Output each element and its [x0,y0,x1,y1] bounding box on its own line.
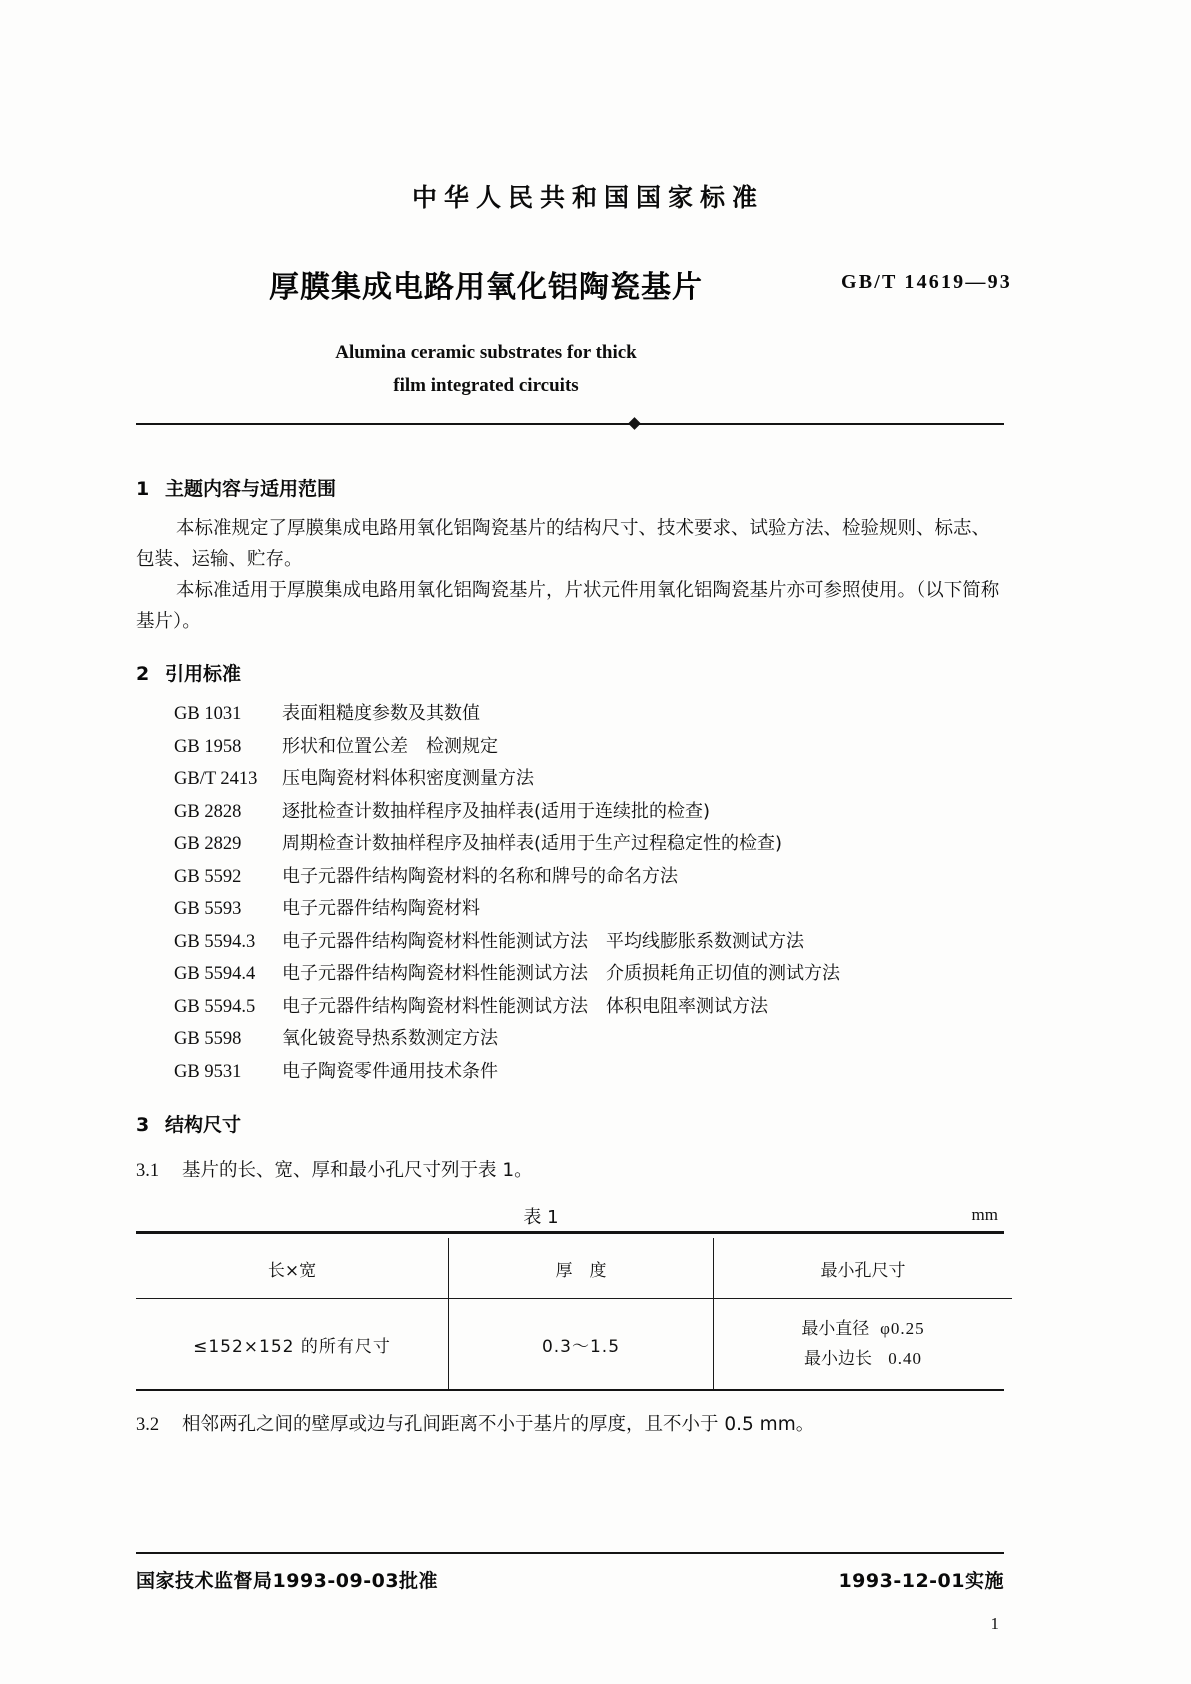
reference-code: GB 1031 [174,704,242,724]
table-caption-row [136,1203,1006,1231]
section-1-title: 主题内容与适用范围 [165,478,337,500]
table-1 [136,1238,1012,1389]
reference-title: 电子元器件结构陶瓷材料性能测试方法 介质损耗角正切值的测试方法 [282,963,840,984]
reference-title: 电子元器件结构陶瓷材料性能测试方法 平均线膨胀系数测试方法 [282,930,804,952]
reference-title: 周期检查计数抽样程序及抽样表(适用于生产过程稳定性的检查) [282,833,783,854]
reference-title: 电子元器件结构陶瓷材料 [282,898,480,919]
cell-size-value: ≤152×152 的所有尺寸 [193,1336,391,1357]
section-1-number: 1 [136,478,150,500]
section-1-paragraph-1: 本标准规定了厚膜集成电路用氧化铝陶瓷基片的结构尺寸、技术要求、试验方法、检验规则、标志、包装、运输、贮存。 [136,518,991,570]
reference-code: GB 2828 [174,801,242,822]
reference-item [136,1056,1006,1089]
document-header [136,178,1012,402]
reference-code: GB 5594.5 [174,996,256,1017]
reference-title: 形状和位置公差 检测规定 [282,735,498,757]
hole-edge-label: 最小边长 [804,1349,873,1369]
footer-approval: 国家技术监督局1993-09-03批准 [136,1570,439,1592]
table-1-unit: mm [971,1205,998,1224]
clause-3-1-text: 基片的长、宽、厚和最小孔尺寸列于表 1。 [182,1160,533,1181]
cell-hole-value [714,1299,1013,1390]
table-row [136,1299,1012,1390]
reference-item [136,991,1006,1024]
reference-code: GB 9531 [174,1061,242,1082]
section-2-title: 引用标准 [165,663,242,685]
reference-title: 逐批检查计数抽样程序及抽样表(适用于连续批的检查) [282,800,711,822]
document-body [136,452,1006,1441]
reference-item [136,698,1006,731]
table-header-thickness: 厚 度 [449,1238,714,1299]
english-title [136,336,836,402]
reference-item [136,731,1006,764]
reference-code: GB 5592 [174,866,242,887]
divider-diamond-icon [628,417,641,430]
reference-code: GB 5594.4 [174,964,256,984]
reference-title: 电子陶瓷零件通用技术条件 [282,1060,498,1082]
cell-thickness-value: 0.3～1.5 [449,1299,714,1390]
section-2-number: 2 [136,663,150,685]
reference-code: GB/T 2413 [174,769,258,789]
reference-code: GB 5594.3 [174,931,256,952]
page-title: 厚膜集成电路用氧化铝陶瓷基片 [269,270,703,305]
section-3-number: 3 [136,1114,150,1136]
referenced-standards-list [136,698,1006,1088]
reference-code: GB 5598 [174,1029,242,1049]
table-header-hole: 最小孔尺寸 [714,1238,1013,1299]
section-2-heading [136,659,1006,686]
hole-edge-value: 0.40 [888,1349,922,1368]
reference-title: 氧化铍瓷导热系数测定方法 [282,1028,498,1049]
national-standard-label: 中华人民共和国国家标准 [411,183,764,212]
reference-title: 压电陶瓷材料体积密度测量方法 [282,768,534,789]
clause-3-2-number: 3.2 [136,1415,160,1435]
clause-3-2 [136,1409,1006,1441]
reference-item [136,958,1006,991]
reference-item [136,1023,1006,1056]
hole-edge-line [715,1344,1011,1374]
page-number: 1 [990,1614,999,1633]
reference-title: 电子元器件结构陶瓷材料的名称和牌号的命名方法 [282,865,678,887]
reference-item [136,861,1006,894]
clause-3-1-number: 3.1 [136,1161,160,1181]
reference-item [136,893,1006,926]
divider-line [136,423,1004,425]
hole-diameter-label: 最小直径 [801,1319,870,1339]
reference-item [136,926,1006,959]
reference-code: GB 1958 [174,736,242,757]
footer-effective-date: 1993-12-01实施 [838,1570,1004,1592]
standard-number: GB/T 14619—93 [840,271,1012,293]
header-divider [136,418,1004,432]
section-3-heading [136,1110,1006,1137]
reference-code: GB 2829 [174,834,242,854]
hole-diameter-value: φ0.25 [880,1319,925,1338]
reference-item [136,828,1006,861]
english-title-line1: Alumina ceramic substrates for thick [335,342,637,363]
table-bottom-border [136,1389,1004,1391]
section-1-heading [136,474,1006,501]
reference-code: GB 5593 [174,899,242,919]
hole-diameter-line [715,1314,1011,1344]
reference-item [136,763,1006,796]
table-header-row [136,1238,1012,1299]
clause-3-1 [136,1155,1006,1187]
reference-title: 表面粗糙度参数及其数值 [282,703,480,724]
title-row [136,262,1012,308]
clause-3-2-text: 相邻两孔之间的壁厚或边与孔间距离不小于基片的厚度，且不小于 0.5 mm。 [182,1414,815,1435]
table-header-size: 长×宽 [136,1238,449,1299]
table-top-border [136,1231,1004,1234]
reference-item [136,796,1006,829]
section-1-paragraph-2: 本标准适用于厚膜集成电路用氧化铝陶瓷基片，片状元件用氧化铝陶瓷基片亦可参照使用。（以下简称基片）。 [136,580,1000,632]
table-1-caption: 表 1 [523,1207,559,1228]
reference-title: 电子元器件结构陶瓷材料性能测试方法 体积电阻率测试方法 [282,995,768,1017]
english-title-line2: film integrated circuits [393,375,579,396]
footer-divider [136,1552,1004,1554]
section-3-title: 结构尺寸 [165,1114,242,1136]
